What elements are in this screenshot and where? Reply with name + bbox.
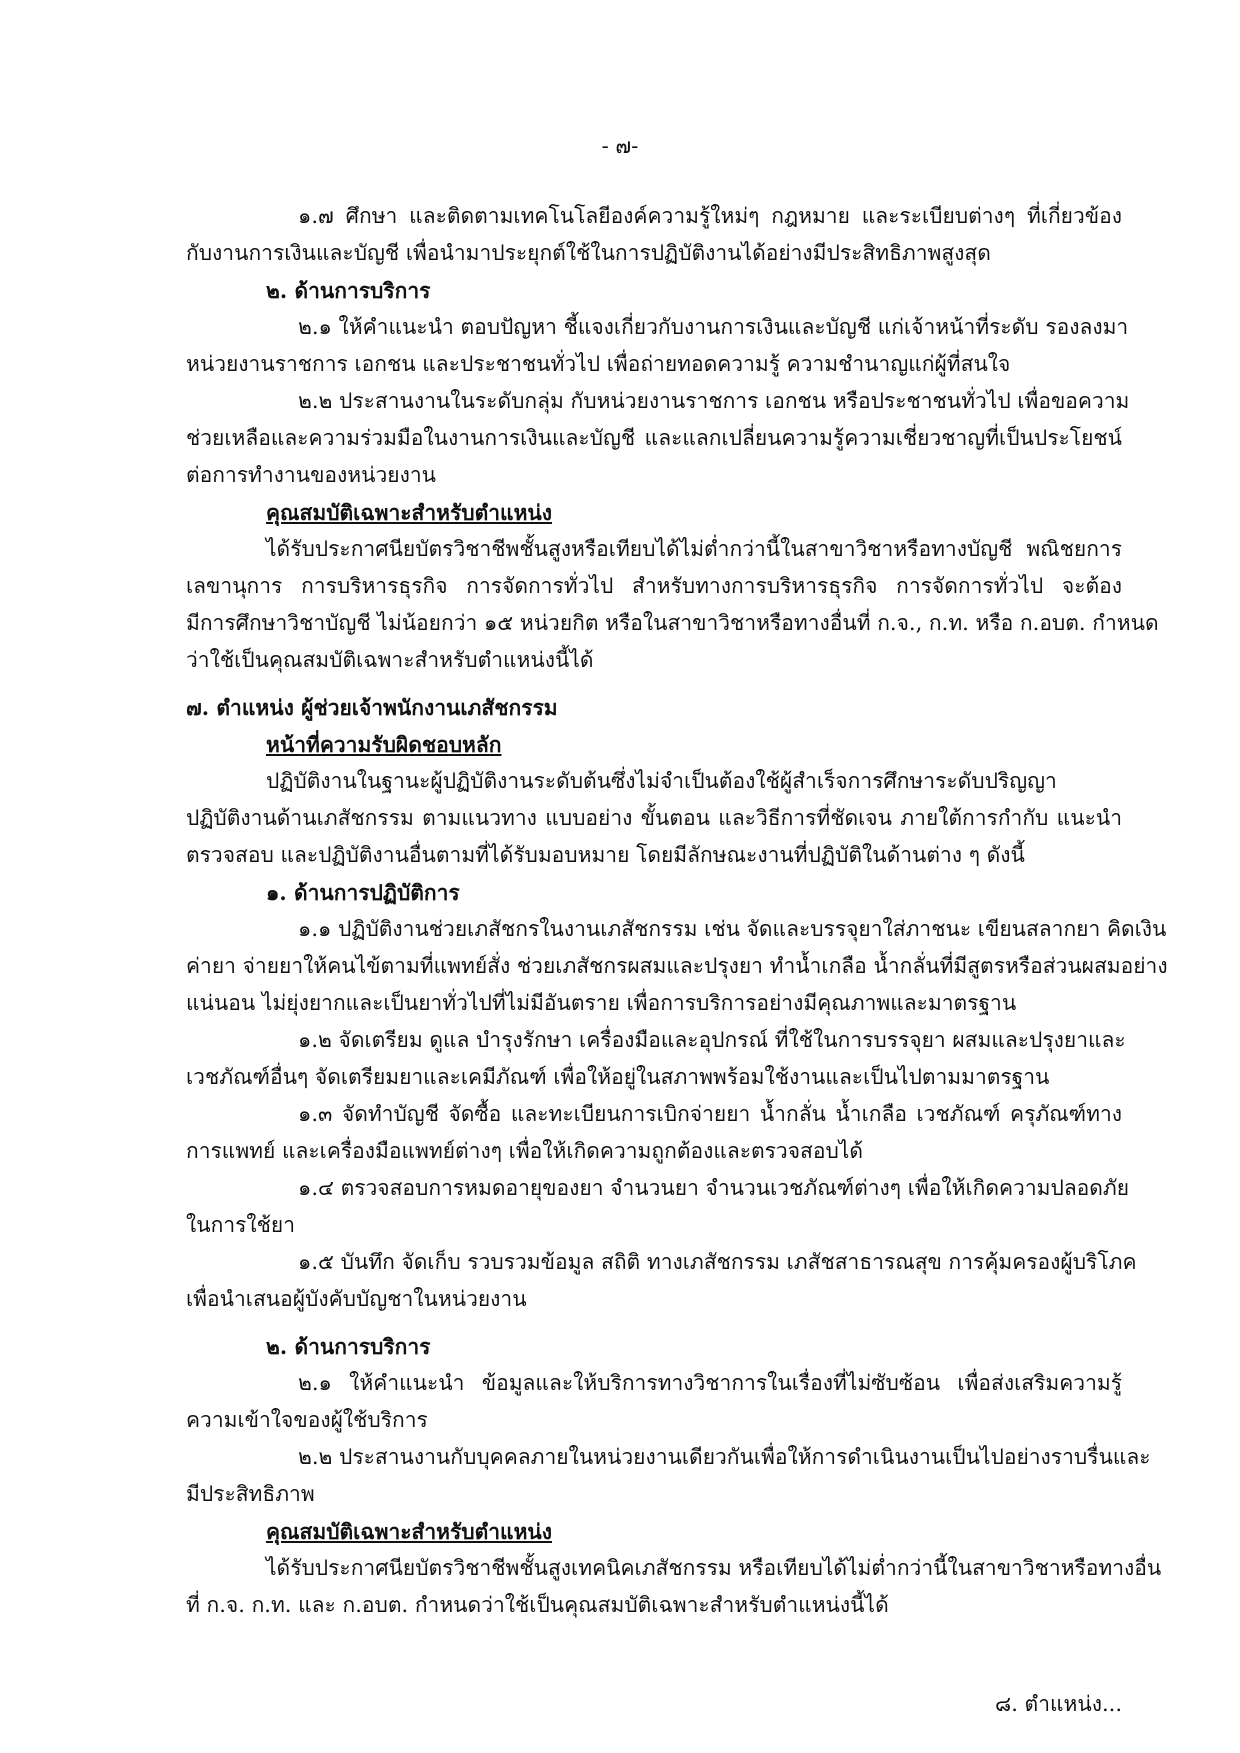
- qualification-heading: คุณสมบัติเฉพาะสำหรับตำแหน่ง: [266, 500, 553, 525]
- paragraph-line: มีการศึกษาวิชาบัญชี ไม่น้อยกว่า ๑๕ หน่วยกิต หรือในสาขาวิชาหรือทางอื่นที่ ก.จ., ก.ท. หรือ ก.อบต. กำหนด: [186, 611, 1159, 635]
- section-heading: ๑. ด้านการปฏิบัติการ: [266, 880, 460, 905]
- spacer: [186, 1318, 1122, 1328]
- paragraph-line: ๒.๑ ให้คำแนะนำ ข้อมูลและให้บริการทางวิชาการในเรื่องที่ไม่ซับซ้อน เพื่อส่งเสริมความรู้: [298, 1371, 1122, 1395]
- paragraph-line: หน่วยงานราชการ เอกชน และประชาชนทั่วไป เพื่อถ่ายทอดความรู้ ความชำนาญแก่ผู้ที่สนใจ: [186, 352, 1011, 376]
- paragraph-line: ๒.๒ ประสานงานกับบุคคลภายในหน่วยงานเดียวกันเพื่อให้การดำเนินงานเป็นไปอย่างราบรื่นและ: [298, 1445, 1151, 1469]
- paragraph-line: กับงานการเงินและบัญชี เพื่อนำมาประยุกต์ใช้ในการปฏิบัติงานได้อย่างมีประสิทธิภาพสูงสุด: [186, 241, 991, 265]
- paragraph-line: ๑.๓ จัดทำบัญชี จัดซื้อ และทะเบียนการเบิกจ่ายยา น้ำกลั่น น้ำเกลือ เวชภัณฑ์ ครุภัณฑ์ทาง: [298, 1102, 1122, 1126]
- paragraph-line: มีประสิทธิภาพ: [186, 1482, 315, 1506]
- paragraph-line: ในการใช้ยา: [186, 1213, 295, 1237]
- paragraph-line: ต่อการทำงานของหน่วยงาน: [186, 463, 436, 487]
- paragraph-line: เลขานุการ การบริหารธุรกิจ การจัดการทั่วไป สำหรับทางการบริหารธุรกิจ การจัดการทั่วไป จะต้อง: [186, 574, 1122, 598]
- paragraph-line: ๑.๑ ปฏิบัติงานช่วยเภสัชกรในงานเภสัชกรรม เช่น จัดและบรรจุยาใส่ภาชนะ เขียนสลากยา คิดเงิน: [298, 917, 1167, 941]
- paragraph-line: ตรวจสอบ และปฏิบัติงานอื่นตามที่ได้รับมอบหมาย โดยมีลักษณะงานที่ปฏิบัติในด้านต่าง ๆ ดังนี้: [186, 843, 1025, 867]
- continuation-footer: ๘. ตำแหน่ง...: [995, 1692, 1122, 1716]
- paragraph-line: ๑.๔ ตรวจสอบการหมดอายุของยา จำนวนยา จำนวนเวชภัณฑ์ต่างๆ เพื่อให้เกิดความปลอดภัย: [298, 1176, 1130, 1200]
- duty-heading: หน้าที่ความรับผิดชอบหลัก: [266, 732, 502, 757]
- section-heading: ๒. ด้านการบริการ: [266, 278, 431, 303]
- qualification-heading: คุณสมบัติเฉพาะสำหรับตำแหน่ง: [266, 1519, 553, 1544]
- paragraph-line: ว่าใช้เป็นคุณสมบัติเฉพาะสำหรับตำแหน่งนี้ได้: [186, 648, 594, 672]
- paragraph-line: ๒.๑ ให้คำแนะนำ ตอบปัญหา ชี้แจงเกี่ยวกับงานการเงินและบัญชี แก่เจ้าหน้าที่ระดับ รองลงมา: [298, 315, 1129, 339]
- paragraph-line: เพื่อนำเสนอผู้บังคับบัญชาในหน่วยงาน: [186, 1287, 527, 1311]
- paragraph-line: การแพทย์ และเครื่องมือแพทย์ต่างๆ เพื่อให้เกิดความถูกต้องและตรวจสอบได้: [186, 1139, 863, 1163]
- spacer: [186, 679, 1122, 689]
- paragraph-line: ได้รับประกาศนียบัตรวิชาชีพชั้นสูงเทคนิคเภสัชกรรม หรือเทียบได้ไม่ต่ำกว่านี้ในสาขาวิชาหรือทางอื่น: [266, 1556, 1162, 1580]
- paragraph-line: ๑.๗ ศึกษา และติดตามเทคโนโลยีองค์ความรู้ใหม่ๆ กฎหมาย และระเบียบต่างๆ ที่เกี่ยวข้อง: [298, 204, 1122, 228]
- page-number: - ๗-: [601, 134, 639, 158]
- paragraph-line: ความเข้าใจของผู้ใช้บริการ: [186, 1408, 428, 1432]
- paragraph-line: ปฏิบัติงานในฐานะผู้ปฏิบัติงานระดับต้นซึ่งไม่จำเป็นต้องใช้ผู้สำเร็จการศึกษาระดับปริญญา: [266, 769, 1057, 793]
- section-heading: ๒. ด้านการบริการ: [266, 1334, 431, 1359]
- paragraph-line: เวชภัณฑ์อื่นๆ จัดเตรียมยาและเคมีภัณฑ์ เพื่อให้อยู่ในสภาพพร้อมใช้งานและเป็นไปตามมาตรฐาน: [186, 1065, 1050, 1089]
- paragraph-line: ๑.๒ จัดเตรียม ดูแล บำรุงรักษา เครื่องมือและอุปกรณ์ ที่ใช้ในการบรรจุยา ผสมและปรุงยาและ: [298, 1028, 1126, 1052]
- document-body: [186, 198, 1168, 1624]
- paragraph-line: ได้รับประกาศนียบัตรวิชาชีพชั้นสูงหรือเทียบได้ไม่ต่ำกว่านี้ในสาขาวิชาหรือทางบัญชี พณิชยการ: [266, 537, 1122, 561]
- paragraph-line: ค่ายา จ่ายยาให้คนไข้ตามที่แพทย์สั่ง ช่วยเภสัชกรผสมและปรุงยา ทำน้ำเกลือ น้ำกลั่นที่มีสูตรหรือส่วนผสมอย่าง: [186, 954, 1168, 978]
- paragraph-line: ๑.๕ บันทึก จัดเก็บ รวบรวมข้อมูล สถิติ ทางเภสัชกรรม เภสัชสาธารณสุข การคุ้มครองผู้บริโภค: [298, 1250, 1137, 1274]
- paragraph-line: ๒.๒ ประสานงานในระดับกลุ่ม กับหน่วยงานราชการ เอกชน หรือประชาชนทั่วไป เพื่อขอความ: [298, 389, 1130, 413]
- paragraph-line: ปฏิบัติงานด้านเภสัชกรรม ตามแนวทาง แบบอย่าง ขั้นตอน และวิธีการที่ชัดเจน ภายใต้การกำกับ แนะนำ: [186, 806, 1122, 830]
- paragraph-line: ที่ ก.จ. ก.ท. และ ก.อบต. กำหนดว่าใช้เป็นคุณสมบัติเฉพาะสำหรับตำแหน่งนี้ได้: [186, 1593, 889, 1617]
- paragraph-line: ช่วยเหลือและความร่วมมือในงานการเงินและบัญชี และแลกเปลี่ยนความรู้ความเชี่ยวชาญที่เป็นประโยชน์: [186, 426, 1122, 450]
- position-title: ๗. ตำแหน่ง ผู้ช่วยเจ้าพนักงานเภสัชกรรม: [186, 695, 558, 720]
- paragraph-line: แน่นอน ไม่ยุ่งยากและเป็นยาทั่วไปที่ไม่มีอันตราย เพื่อการบริการอย่างมีคุณภาพและมาตรฐาน: [186, 991, 1017, 1015]
